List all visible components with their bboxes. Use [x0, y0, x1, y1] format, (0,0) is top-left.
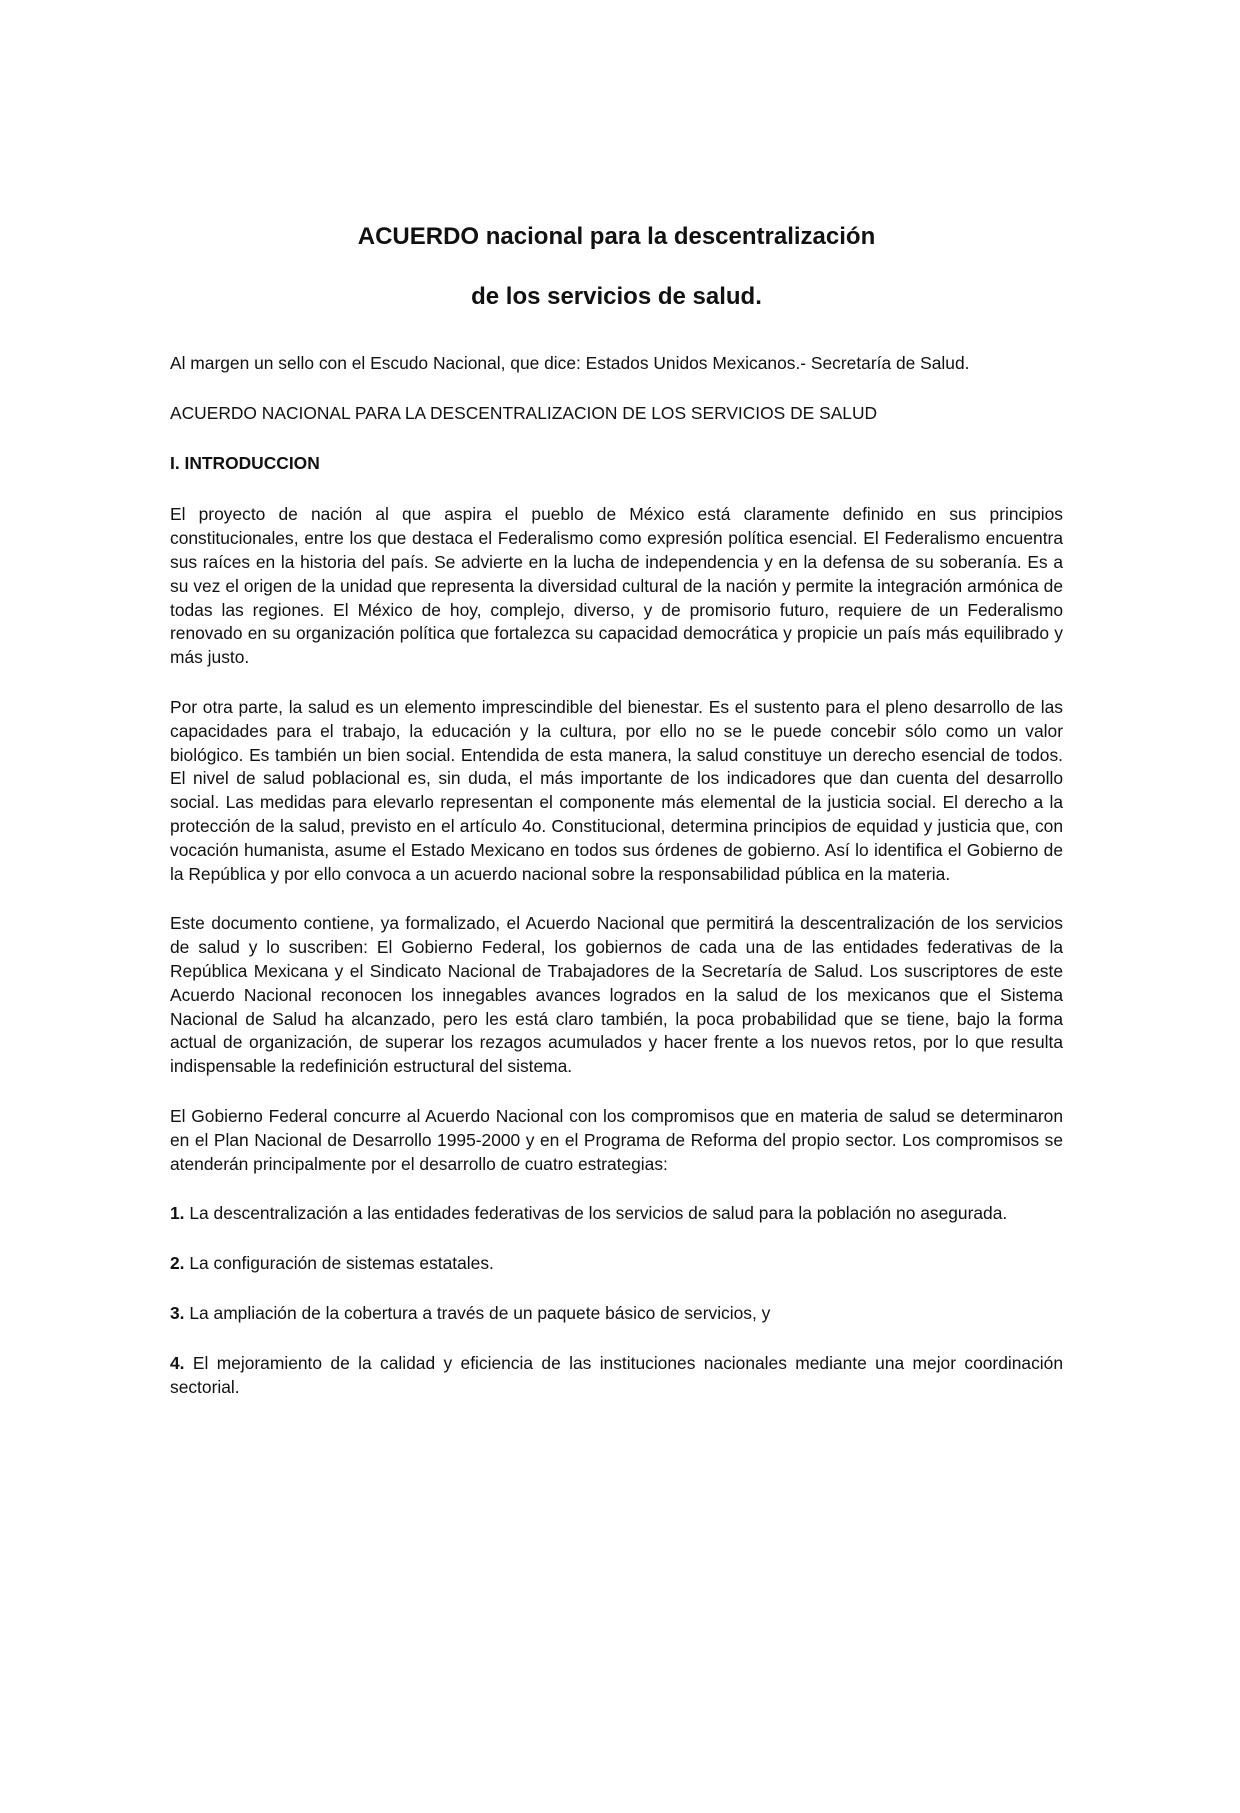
strategy-text: La descentralización a las entidades federativas de los servicios de salud para la población no asegurada.	[184, 1203, 1008, 1224]
paragraph-2: Por otra parte, la salud es un elemento imprescindible del bienestar. Es el sustento para el pleno desarrollo de las capacidades para el trabajo, la educación y la cultura, por ello no se le puede concebir sólo como un valor biológico. Es también un bien social. Entendida de esta manera, la salud constituye un derecho esencial de todos. El nivel de salud poblacional es, sin duda, el más importante de los indicadores que dan cuenta del desarrollo social. Las medidas para elevarlo representan el componente más elemental de la justicia social. El derecho a la protección de la salud, previsto en el artículo 4o. Constitucional, determina principios de equidad y justicia que, con vocación humanista, asume el Estado Mexicano en todos sus órdenes de gobierno. Así lo identifica el Gobierno de la República y por ello convoca a un acuerdo nacional sobre la responsabilidad pública en la materia.	[170, 696, 1063, 884]
paragraph-3: Este documento contiene, ya formalizado, el Acuerdo Nacional que permitirá la descentralización de los servicios de salud y lo suscriben: El Gobierno Federal, los gobiernos de cada una de las entidades federativas de la República Mexicana y el Sindicato Nacional de Trabajadores de la Secretaría de Salud. Los suscriptores de este Acuerdo Nacional reconocen los innegables avances logrados en la salud de los mexicanos que el Sistema Nacional de Salud ha alcanzado, pero les está claro también, la poca probabilidad que se tiene, bajo la forma actual de organización, de superar los rezagos acumulados y hacer frente a los nuevos retos, por lo que resulta indispensable la redefinición estructural del sistema.	[170, 913, 1063, 1077]
strategy-text: La ampliación de la cobertura a través de un paquete básico de servicios, y	[184, 1302, 771, 1323]
strategy-number: 3.	[170, 1302, 185, 1323]
strategy-item-2	[170, 1252, 1063, 1276]
document-title-line-1: ACUERDO nacional para la descentralización	[357, 223, 876, 250]
strategy-text: La configuración de sistemas estatales.	[184, 1253, 494, 1274]
section-heading: I. INTRODUCCION	[170, 452, 320, 473]
strategy-text: El mejoramiento de la calidad y eficiencia de las instituciones nacionales mediante una mejor coordinación sectorial.	[170, 1352, 1063, 1397]
paragraph-1: El proyecto de nación al que aspira el pueblo de México está claramente definido en sus principios constitucionales, entre los que destaca el Federalismo como expresión política esencial. El Federalismo encuentra sus raíces en la historia del país. Se advierte en la lucha de independencia y en la defensa de su soberanía. Es a su vez el origen de la unidad que representa la diversidad cultural de la nación y permite la integración armónica de todas las regiones. El México de hoy, complejo, diverso, y de promisorio futuro, requiere de un Federalismo renovado en su organización política que fortalezca su capacidad democrática y propicie un país más equilibrado y más justo.	[170, 504, 1063, 668]
document-title-line-2: de los servicios de salud.	[471, 283, 762, 310]
strategy-number: 2.	[170, 1253, 185, 1274]
strategy-number: 1.	[170, 1203, 185, 1224]
strategy-item-1	[170, 1202, 1063, 1226]
strategy-item-4	[170, 1352, 1063, 1400]
document-body	[170, 222, 1063, 1425]
strategy-number: 4.	[170, 1352, 185, 1373]
strategy-item-3	[170, 1302, 1063, 1326]
paragraph-4: El Gobierno Federal concurre al Acuerdo Nacional con los compromisos que en materia de salud se determinaron en el Plan Nacional de Desarrollo 1995-2000 y en el Programa de Reforma del propio sector. Los compromisos se atenderán principalmente por el desarrollo de cuatro estrategias:	[170, 1105, 1063, 1174]
margin-note: Al margen un sello con el Escudo Nacional, que dice: Estados Unidos Mexicanos.- Secretaría de Salud.	[170, 353, 970, 373]
agreement-heading: ACUERDO NACIONAL PARA LA DESCENTRALIZACION DE LOS SERVICIOS DE SALUD	[170, 402, 878, 423]
